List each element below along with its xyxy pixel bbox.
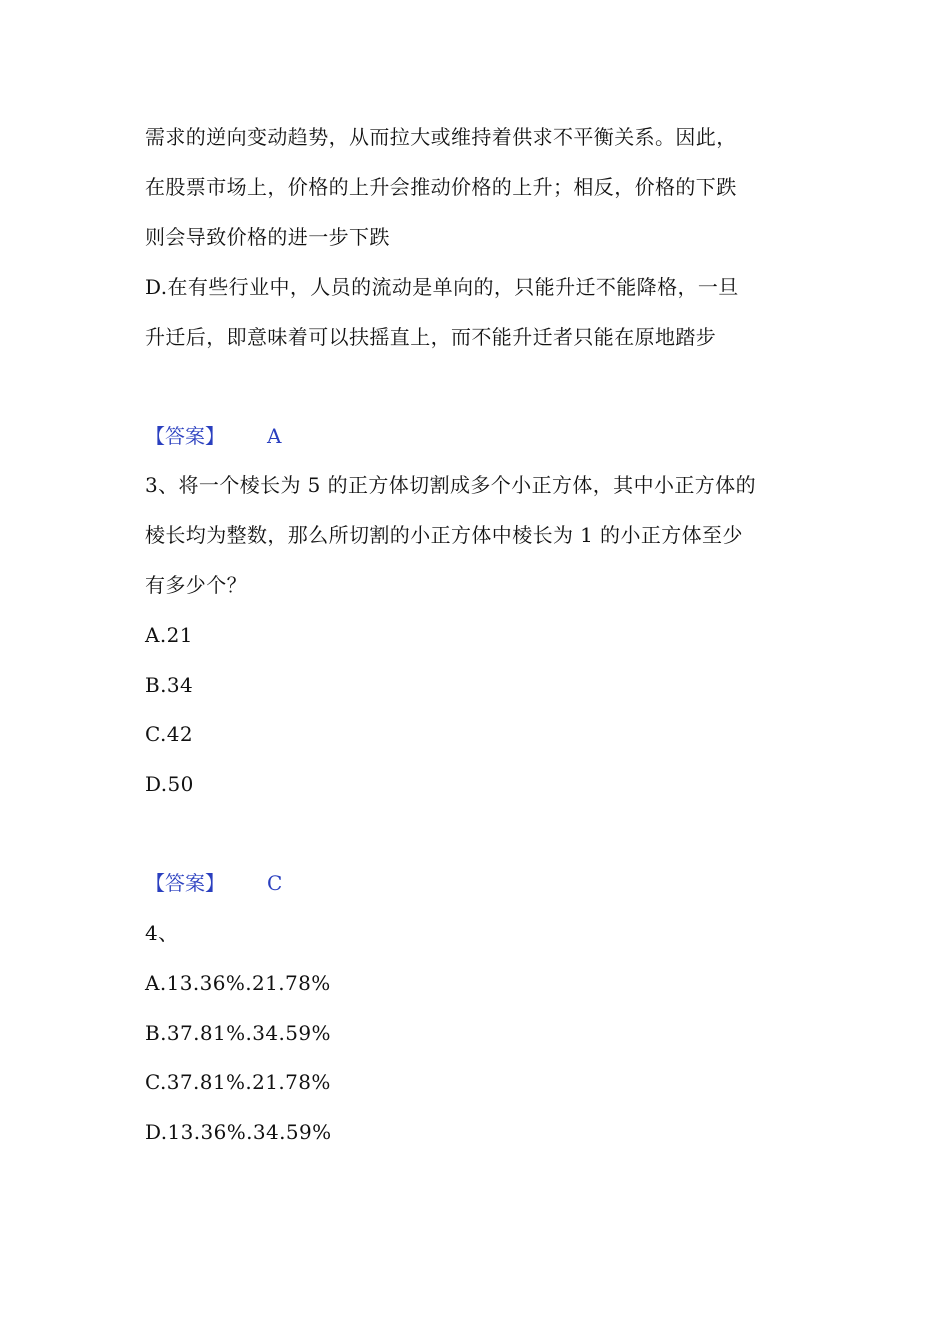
question-3-option-b: B.34	[145, 673, 194, 697]
prev-question-line-2: 在股票市场上，价格的上升会推动价格的上升；相反，价格的下跌	[145, 175, 737, 199]
prev-question-option-d-line-2: 升迁后，即意味着可以扶摇直上，而不能升迁者只能在原地踏步	[145, 325, 717, 349]
answer-3	[145, 870, 282, 896]
question-3-line-2: 棱长均为整数，那么所切割的小正方体中棱长为 1 的小正方体至少	[145, 523, 743, 547]
question-3-option-a: A.21	[145, 623, 193, 647]
prev-question-line-3: 则会导致价格的进一步下跌	[145, 225, 390, 249]
question-3-option-c: C.42	[145, 722, 193, 746]
answer-label: 【答案】	[145, 871, 225, 895]
question-3-line-1: 3、将一个棱长为 5 的正方体切割成多个小正方体，其中小正方体的	[145, 473, 756, 497]
answer-2	[145, 423, 281, 449]
answer-label: 【答案】	[145, 424, 225, 448]
answer-value: C	[267, 871, 283, 895]
question-4-option-c: C.37.81%.21.78%	[145, 1070, 331, 1094]
question-4-option-a: A.13.36%.21.78%	[145, 971, 331, 995]
question-4-option-d: D.13.36%.34.59%	[145, 1120, 332, 1144]
question-3-line-3: 有多少个？	[145, 573, 247, 597]
question-4-stem: 4、	[145, 921, 179, 945]
question-4-option-b: B.37.81%.34.59%	[145, 1021, 331, 1045]
answer-value: A	[267, 424, 282, 448]
question-3-option-d: D.50	[145, 772, 194, 796]
prev-question-option-d-line-1: D.在有些行业中，人员的流动是单向的，只能升迁不能降格，一旦	[145, 275, 739, 299]
prev-question-line-1: 需求的逆向变动趋势，从而拉大或维持着供求不平衡关系。因此，	[145, 125, 737, 149]
